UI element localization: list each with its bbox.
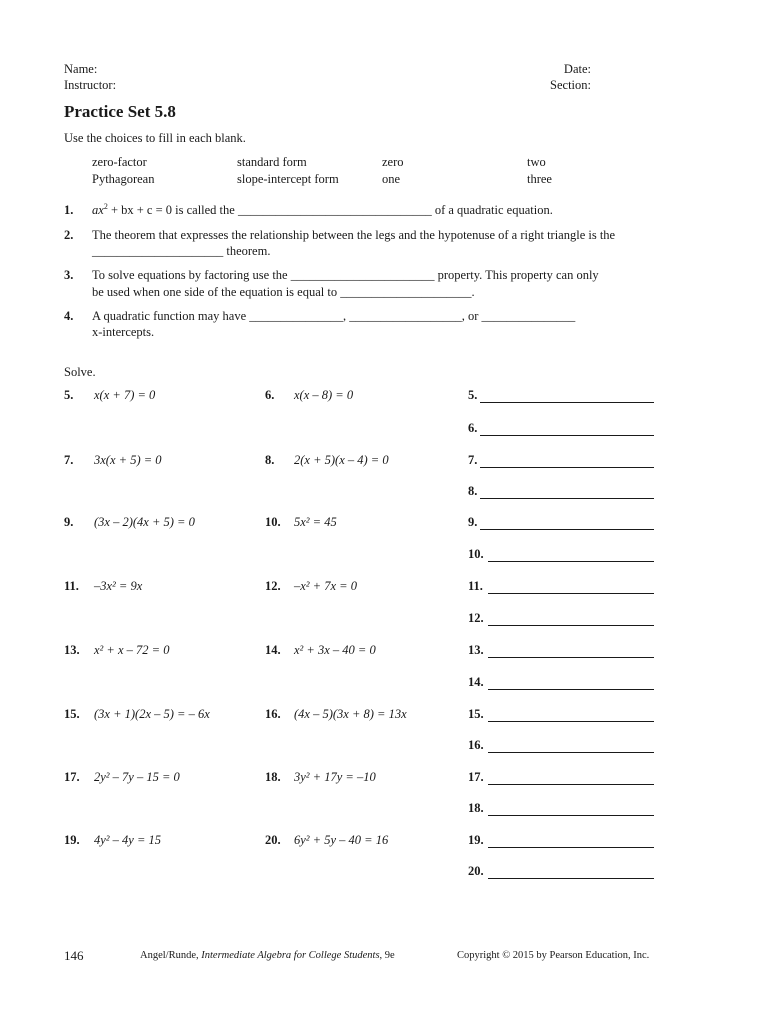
choice-one: one [382, 172, 401, 186]
problem-20-number: 20. [265, 833, 281, 847]
item-1-text [92, 203, 553, 218]
problem-16-number: 16. [265, 707, 281, 721]
item-1-exponent: 2 [103, 201, 108, 211]
item-3-line1: To solve equations by factoring use the _______________________ property. This property can only [92, 268, 599, 282]
answer-13-label: 13. [468, 643, 484, 657]
item-4-line1: A quadratic function may have _______________, __________________, or _______________ [92, 309, 576, 323]
problem-11-expression: –3x² = 9x [94, 579, 143, 593]
problem-5-expression: x(x + 7) = 0 [94, 388, 156, 402]
answer-14-blank[interactable] [488, 689, 654, 690]
answer-16-blank[interactable] [488, 752, 654, 753]
answer-10-blank[interactable] [488, 561, 654, 562]
problem-12-number: 12. [265, 579, 281, 593]
problem-17-expression: 2y² – 7y – 15 = 0 [94, 770, 180, 784]
answer-18-label: 18. [468, 801, 484, 815]
answer-5-label: 5. [468, 388, 478, 402]
answer-16-label: 16. [468, 738, 484, 752]
problem-8-number: 8. [265, 453, 275, 467]
answer-6-blank[interactable] [480, 435, 654, 436]
book-title: Intermediate Algebra for College Students [201, 950, 380, 961]
problem-14-expression: x² + 3x – 40 = 0 [294, 643, 376, 657]
problem-13-expression: x² + x – 72 = 0 [94, 643, 170, 657]
problem-8-expression: 2(x + 5)(x – 4) = 0 [294, 453, 389, 467]
section-label: Section: [550, 78, 591, 92]
answer-8-blank[interactable] [480, 498, 654, 499]
choice-standard-form: standard form [237, 155, 307, 169]
answer-7-label: 7. [468, 453, 478, 467]
answer-19-blank[interactable] [488, 847, 654, 848]
item-4-number: 4. [64, 309, 74, 323]
answer-7-blank[interactable] [480, 467, 654, 468]
problem-5-number: 5. [64, 388, 74, 402]
item-3-number: 3. [64, 268, 74, 282]
problem-9-expression: (3x – 2)(4x + 5) = 0 [94, 515, 195, 529]
instructor-label: Instructor: [64, 78, 117, 92]
answer-9-label: 9. [468, 515, 478, 529]
item-1-ax: ax [92, 203, 104, 217]
problem-13-number: 13. [64, 643, 80, 657]
problem-18-expression: 3y² + 17y = –10 [294, 770, 376, 784]
problem-18-number: 18. [265, 770, 281, 784]
page-number: 146 [64, 948, 84, 963]
answer-13-blank[interactable] [488, 657, 654, 658]
problem-15-number: 15. [64, 707, 80, 721]
problem-9-number: 9. [64, 515, 74, 529]
page-title: Practice Set 5.8 [64, 102, 176, 121]
problem-7-expression: 3x(x + 5) = 0 [94, 453, 162, 467]
answer-10-label: 10. [468, 547, 484, 561]
choice-slope-intercept: slope-intercept form [237, 172, 339, 186]
solve-label: Solve. [64, 365, 96, 379]
item-2-number: 2. [64, 228, 74, 242]
choice-three: three [527, 172, 552, 186]
problem-10-number: 10. [265, 515, 281, 529]
answer-6-label: 6. [468, 421, 478, 435]
answer-17-label: 17. [468, 770, 484, 784]
copyright: Copyright © 2015 by Pearson Education, Inc. [457, 950, 650, 961]
answer-19-label: 19. [468, 833, 484, 847]
answer-5-blank[interactable] [480, 402, 654, 403]
answer-8-label: 8. [468, 484, 478, 498]
answer-17-blank[interactable] [488, 784, 654, 785]
book-edition: , 9e [379, 950, 395, 961]
problem-11-number: 11. [64, 579, 79, 593]
answer-18-blank[interactable] [488, 815, 654, 816]
item-3-line2: be used when one side of the equation is equal to _____________________. [92, 285, 475, 299]
choice-two: two [527, 155, 546, 169]
problem-14-number: 14. [265, 643, 281, 657]
answer-12-blank[interactable] [488, 625, 654, 626]
answer-20-blank[interactable] [488, 878, 654, 879]
problem-6-expression: x(x – 8) = 0 [294, 388, 354, 402]
answer-15-blank[interactable] [488, 721, 654, 722]
problem-6-number: 6. [265, 388, 275, 402]
choice-pythagorean: Pythagorean [92, 172, 155, 186]
item-2-line1: The theorem that expresses the relationship between the legs and the hypotenuse of a right triangle is the [92, 228, 616, 242]
choice-zero: zero [382, 155, 404, 169]
book-authors: Angel/Runde, [140, 950, 202, 961]
answer-15-label: 15. [468, 707, 484, 721]
choice-zero-factor: zero-factor [92, 155, 147, 169]
problem-7-number: 7. [64, 453, 74, 467]
problem-12-expression: –x² + 7x = 0 [294, 579, 357, 593]
problem-17-number: 17. [64, 770, 80, 784]
name-label: Name: [64, 62, 98, 76]
item-1-number: 1. [64, 203, 74, 217]
answer-20-label: 20. [468, 864, 484, 878]
problem-19-expression: 4y² – 4y = 15 [94, 833, 162, 847]
problem-10-expression: 5x² = 45 [294, 515, 337, 529]
item-2-line2: _____________________ theorem. [92, 244, 271, 258]
problem-20-expression: 6y² + 5y – 40 = 16 [294, 833, 389, 847]
answer-9-blank[interactable] [480, 529, 654, 530]
problem-16-expression: (4x – 5)(3x + 8) = 13x [294, 707, 407, 721]
item-1-rest: + bx + c = 0 is called the _______________________________ of a quadratic equation. [107, 203, 553, 217]
answer-12-label: 12. [468, 611, 484, 625]
answer-11-blank[interactable] [488, 593, 654, 594]
item-4-line2: x-intercepts. [92, 325, 155, 339]
problem-15-expression: (3x + 1)(2x – 5) = – 6x [94, 707, 210, 721]
answer-14-label: 14. [468, 675, 484, 689]
problem-19-number: 19. [64, 833, 80, 847]
date-label: Date: [563, 62, 591, 76]
instructions: Use the choices to fill in each blank. [64, 131, 246, 145]
answer-11-label: 11. [468, 579, 483, 593]
book-citation [140, 950, 395, 961]
